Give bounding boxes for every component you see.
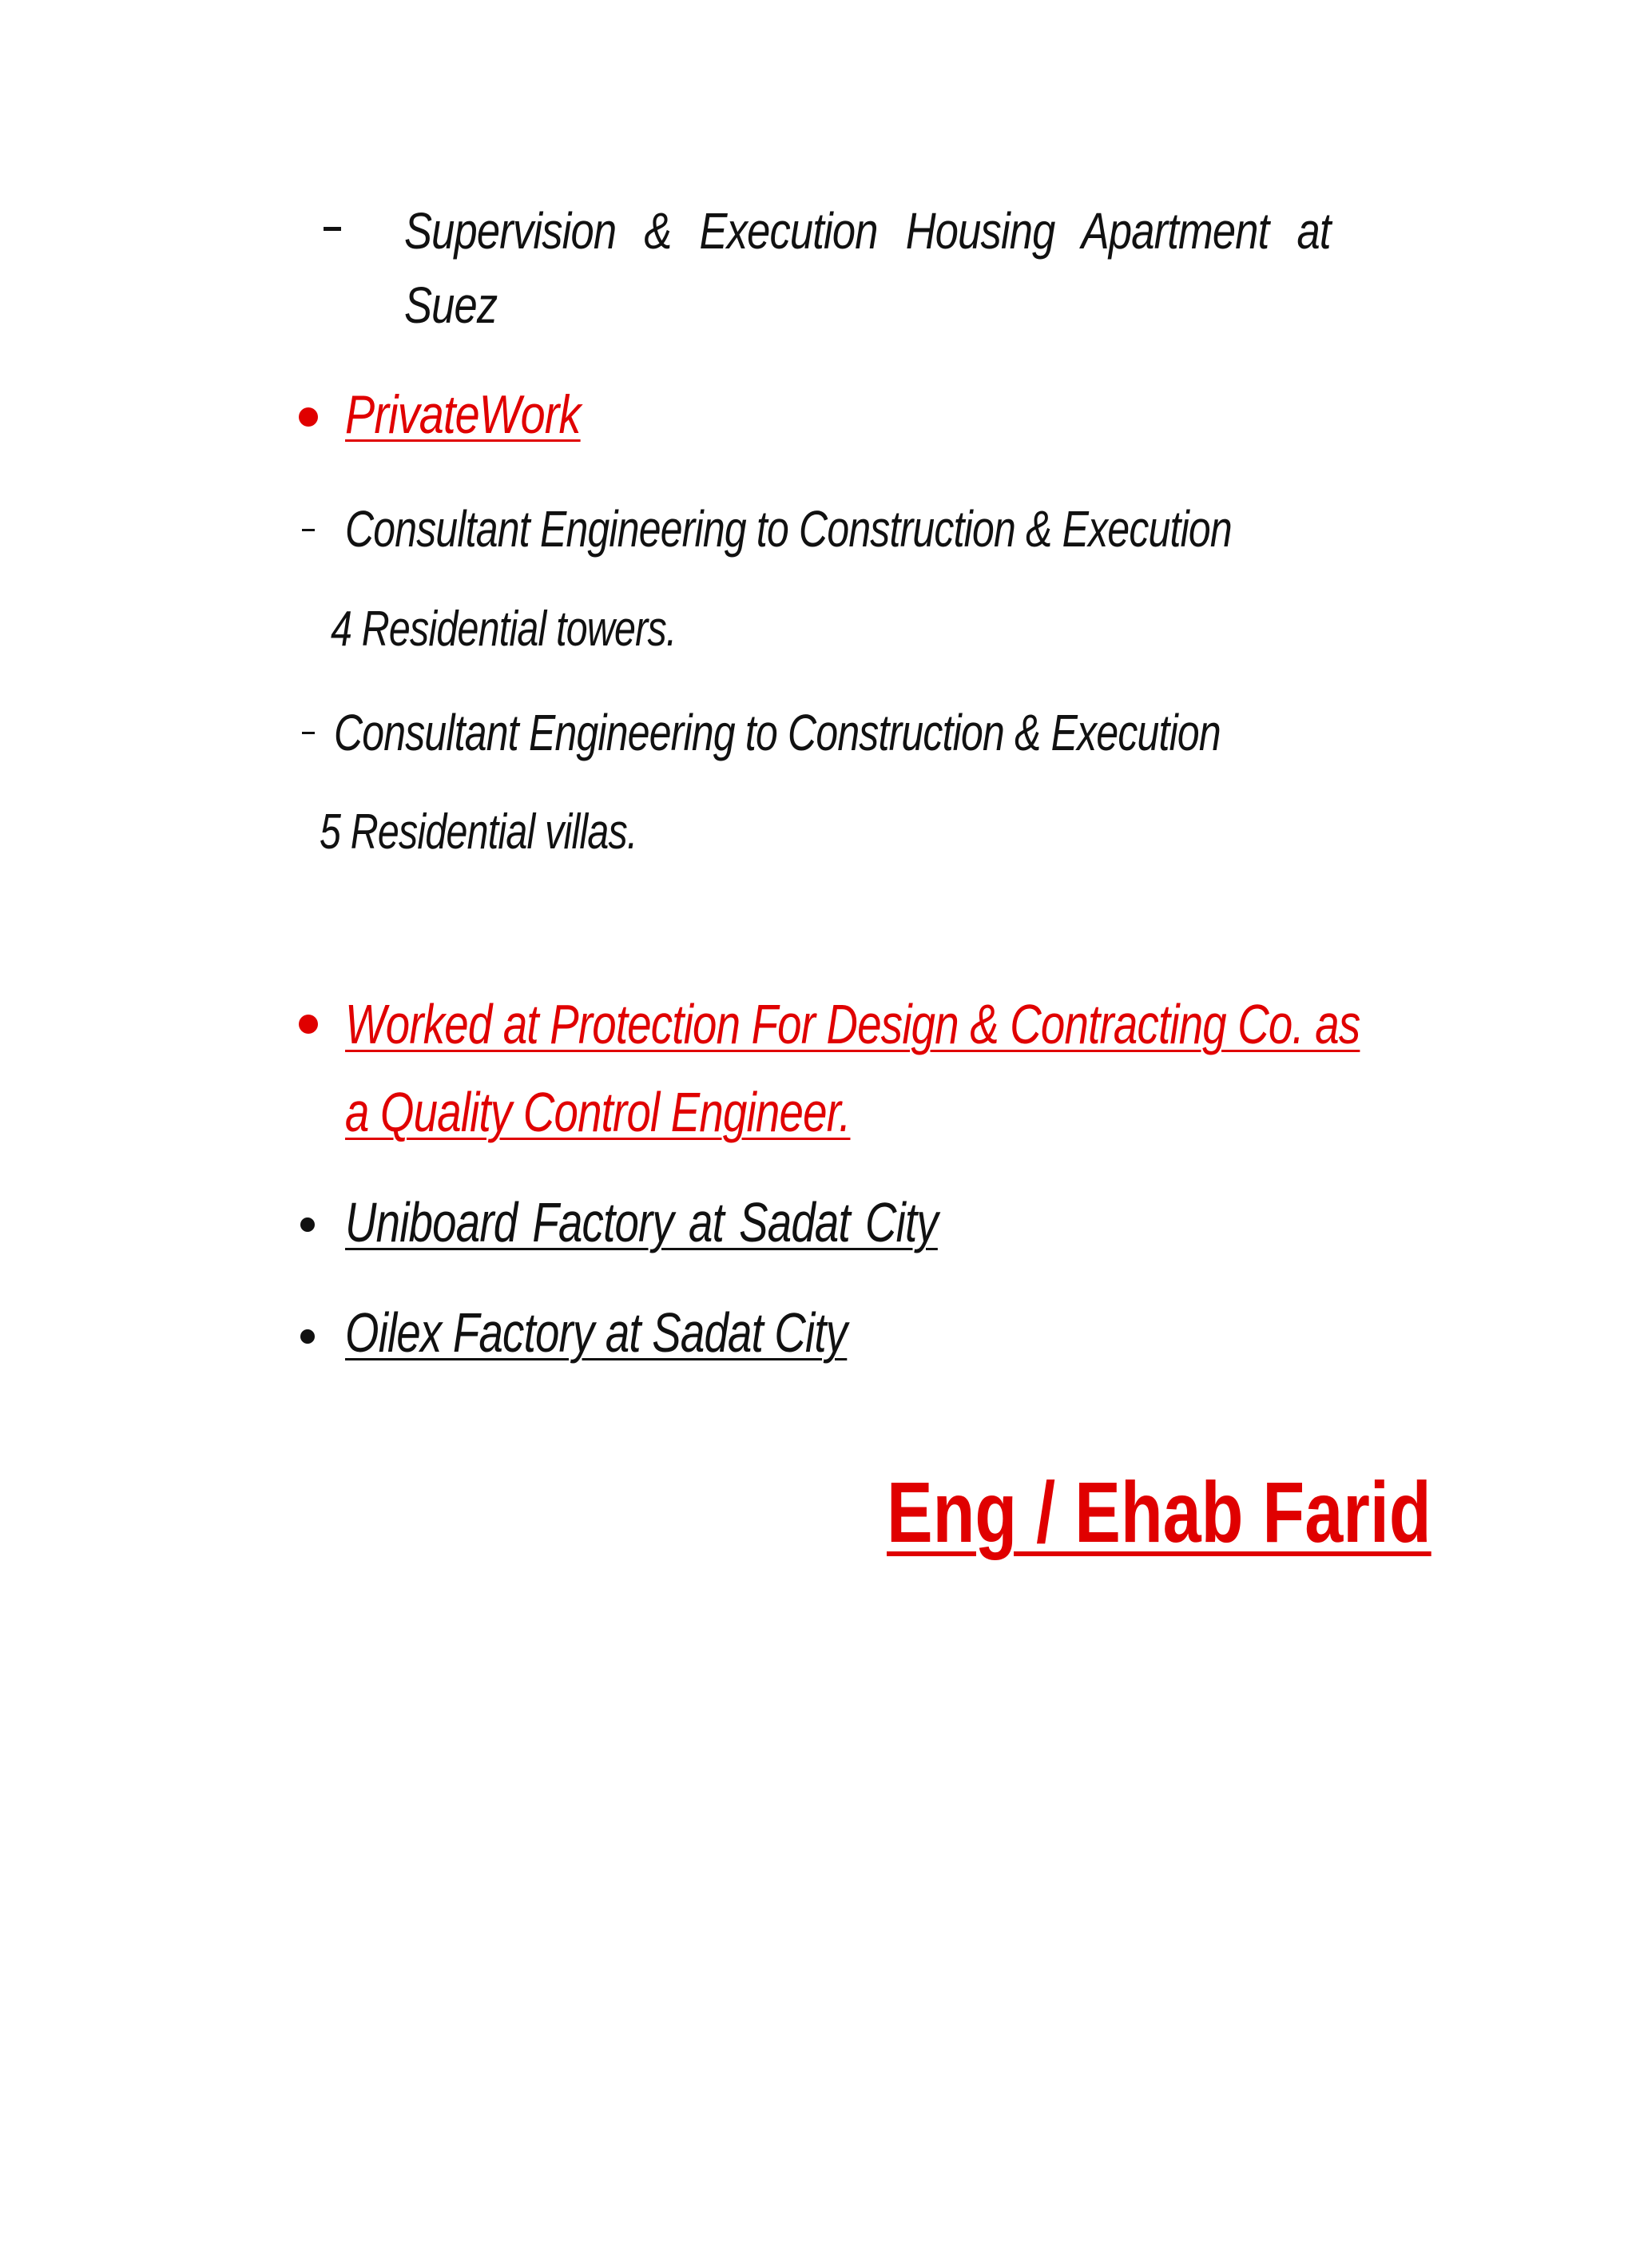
- dash-icon: [302, 732, 315, 734]
- heading-private-work: PrivateWork: [345, 384, 581, 445]
- item-consultant-2: Consultant Engineering to Construction & Execution: [334, 704, 1221, 761]
- bullet-icon: [299, 1015, 318, 1034]
- bullet-icon: [299, 407, 318, 427]
- heading-worked-at: Worked at Protection For Design & Contracting Co. as: [345, 993, 1360, 1055]
- heading-quality-engineer: a Quality Control Engineer.: [345, 1081, 851, 1143]
- item-oilex: Oilex Factory at Sadat City: [345, 1301, 848, 1364]
- item-towers: 4 Residential towers.: [331, 602, 677, 657]
- dash-icon: [302, 529, 315, 531]
- item-uniboard: Uniboard Factory at Sadat City: [345, 1191, 938, 1253]
- bullet-icon: [300, 1217, 315, 1232]
- bullet-icon: [300, 1329, 315, 1344]
- dash-icon: [324, 227, 341, 231]
- item-supervision: Supervision & Execution Housing Apartment at: [404, 202, 1331, 260]
- item-villas: 5 Residential villas.: [320, 804, 637, 860]
- signature: Eng / Ehab Farid: [887, 1464, 1432, 1560]
- item-suez: Suez: [404, 276, 498, 334]
- item-consultant-1: Consultant Engineering to Construction & Execution: [345, 500, 1232, 558]
